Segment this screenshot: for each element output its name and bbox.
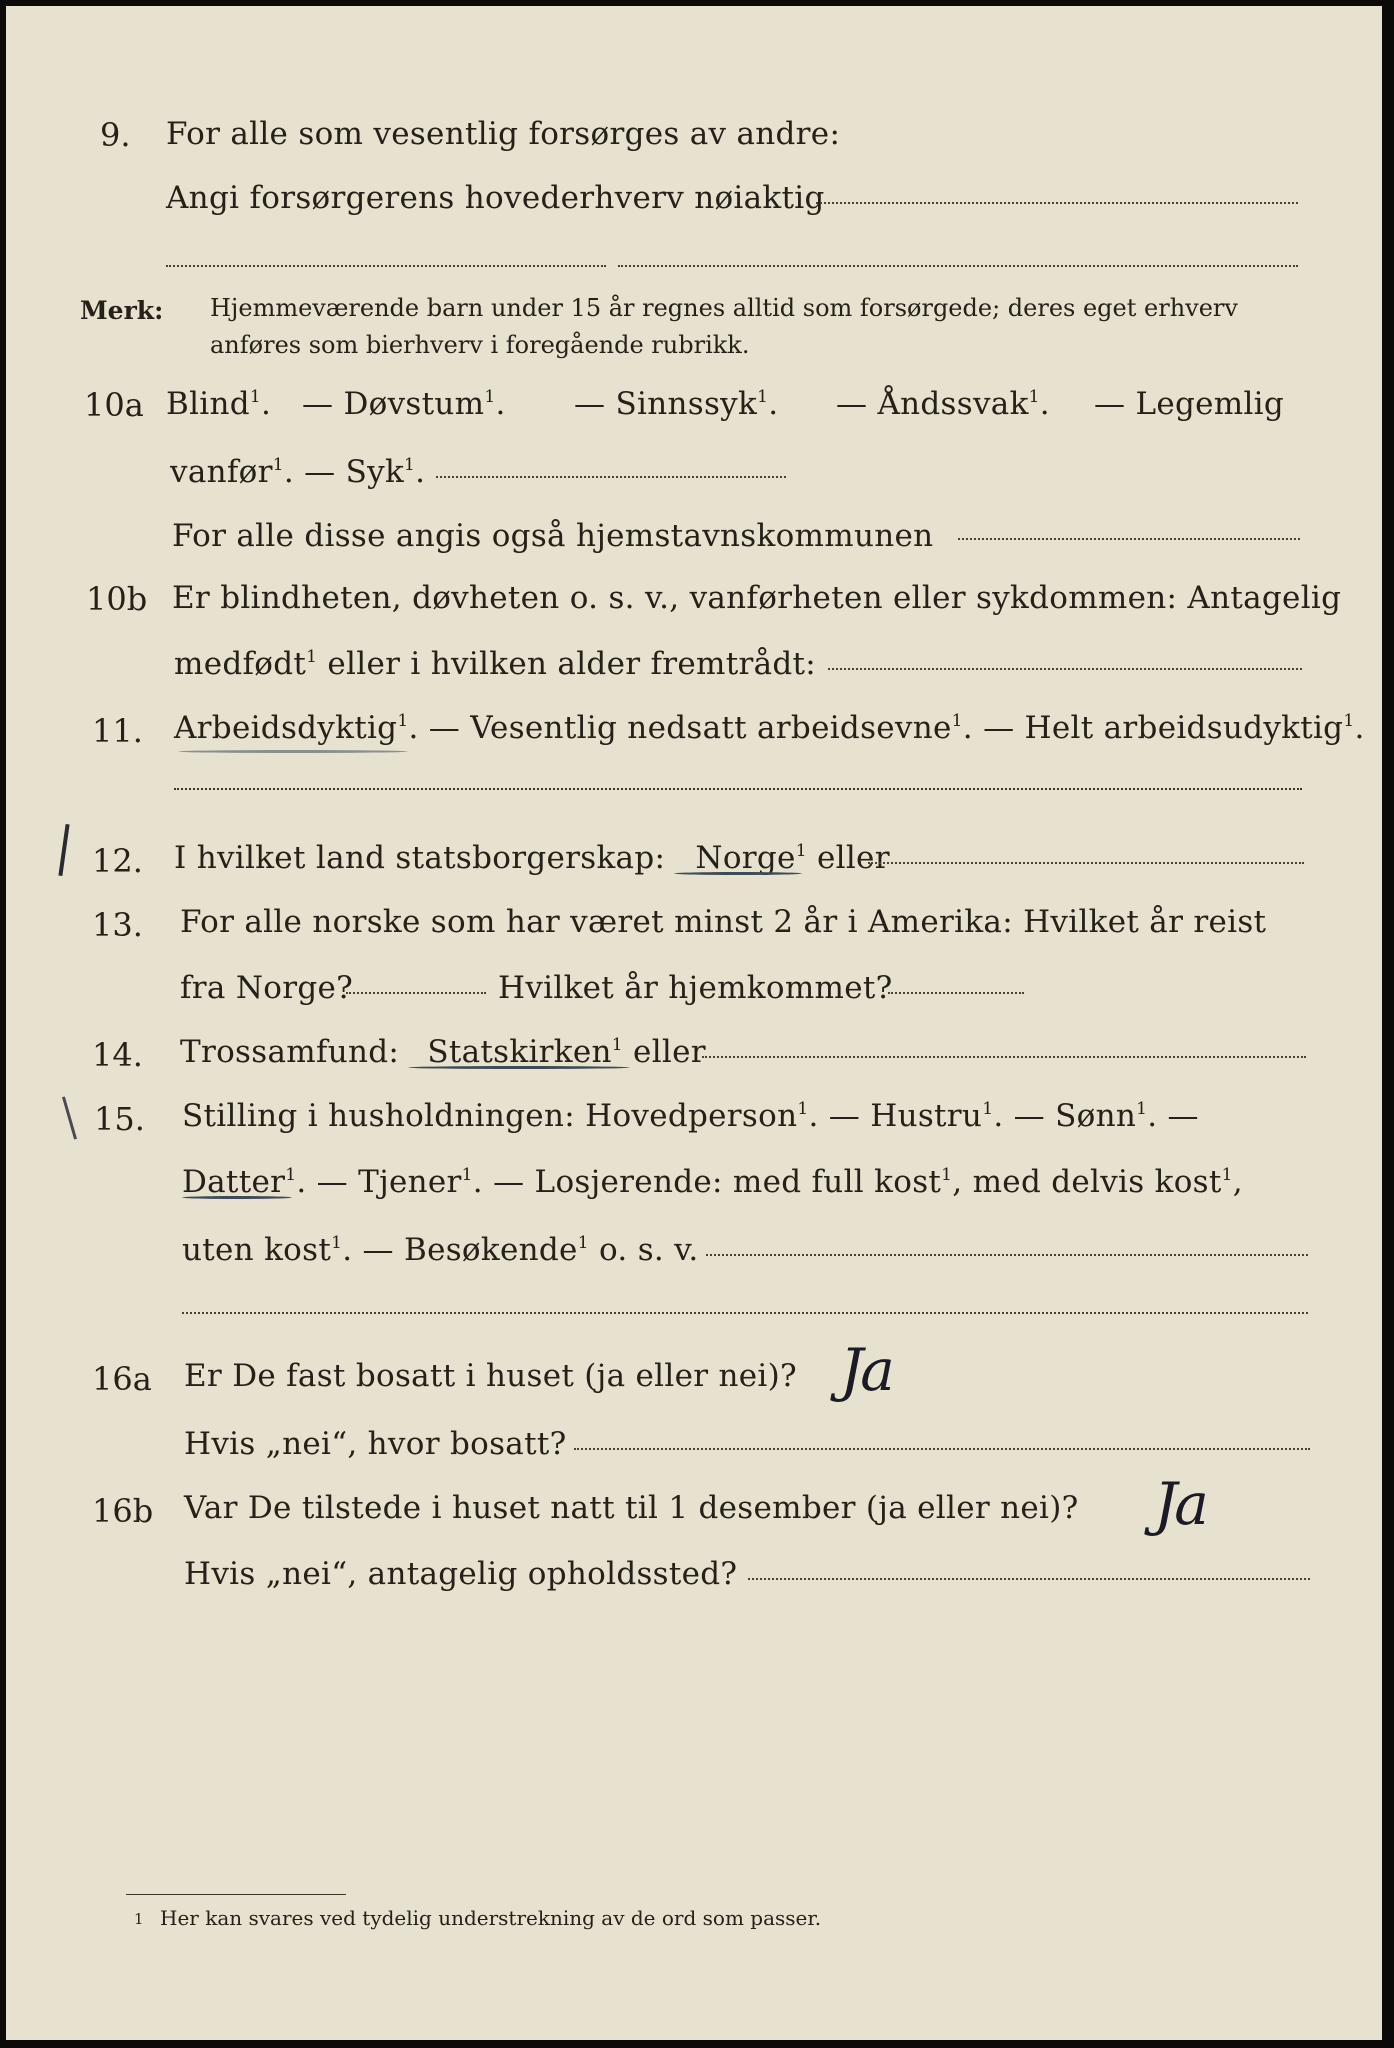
q14-line: Trossamfund: Statskirken$^1$ eller	[180, 1034, 706, 1070]
merk-line2: anføres som bierhverv i foregående rubrikk.	[210, 331, 750, 359]
q10b-answer-line	[828, 668, 1302, 670]
q10a-dovstum: — Døvstum	[302, 386, 485, 422]
q15-line3: uten kost$^1$. — Besøkende$^1$ o. s. v.	[182, 1232, 699, 1268]
q15-datter: Datter	[182, 1164, 286, 1200]
q9-number: 9.	[100, 116, 131, 154]
q16a-number: 16a	[92, 1360, 152, 1398]
q15-line1: Stilling i husholdningen: Hovedperson$^1$. — Hustru$^1$. — Sønn$^1$. —	[182, 1098, 1199, 1134]
footnote-mark: 1	[134, 1910, 144, 1928]
q10a-dovstum-wrap: — Døvstum$^1$.	[302, 386, 506, 422]
q9-answer-line	[816, 202, 1298, 204]
q10b-number: 10b	[86, 580, 148, 618]
q13-hjem: Hvilket år hjemkommet?	[498, 970, 893, 1006]
q14-label: Trossamfund:	[180, 1034, 400, 1070]
q9-answer-line-2b	[618, 265, 1298, 267]
q16b-answer-line	[748, 1578, 1310, 1580]
q12-line: I hvilket land statsborgerskap: Norge$^1$ eller	[174, 840, 890, 876]
q13-hjem-line	[888, 992, 1024, 994]
q16b-number: 16b	[92, 1492, 154, 1530]
q11-pencil-underline	[178, 750, 408, 753]
census-form-page	[6, 6, 1382, 2040]
q14-ink-underline	[408, 1066, 630, 1069]
q9-answer-line-2a	[166, 265, 606, 267]
q12-answer-line	[868, 862, 1304, 864]
q12-number: 12.	[92, 842, 143, 880]
q10b-line1: Er blindheten, døvheten o. s. v., vanførheten eller sykdommen: Antagelig	[172, 580, 1342, 616]
q13-fra-line	[346, 992, 486, 994]
q12-question: I hvilket land statsborgerskap:	[174, 840, 666, 876]
q16a-handwritten-answer: Ja	[840, 1336, 892, 1404]
q10a-andssvak: — Åndssvak	[836, 386, 1029, 422]
q15-answer-line-2	[182, 1312, 1308, 1314]
q16b-handwritten-answer: Ja	[1154, 1470, 1206, 1538]
q10a-home-line	[958, 538, 1300, 540]
footnote-text: Her kan svares ved tydelig understrekning av de ord som passer.	[160, 1906, 822, 1930]
q16a-answer-line	[574, 1448, 1310, 1450]
q10a-vanfor: vanfør	[170, 454, 273, 490]
q14-number: 14.	[92, 1036, 143, 1074]
q15-answer-line	[706, 1254, 1308, 1256]
q15-line2: Datter$^1$. — Tjener$^1$. — Losjerende: med full kost$^1$, med delvis kost$^1$,	[182, 1164, 1243, 1200]
q10a-line3: For alle disse angis også hjemstavnskommunen	[172, 518, 934, 554]
q13-line1: For alle norske som har været minst 2 år i Amerika: Hvilket år reist	[180, 904, 1267, 940]
q14-answer-line	[702, 1056, 1306, 1058]
q16a-line2: Hvis „nei“, hvor bosatt?	[184, 1426, 567, 1462]
q16b-line1: Var De tilstede i huset natt til 1 desember (ja eller nei)?	[184, 1490, 1079, 1526]
q15-ink-underline	[182, 1196, 292, 1199]
q16b-line2: Hvis „nei“, antagelig opholdssted?	[184, 1556, 738, 1592]
q16a-line1: Er De fast bosatt i huset (ja eller nei)?	[184, 1358, 797, 1394]
q13-number: 13.	[92, 906, 143, 944]
q10a-answer-line	[436, 476, 786, 478]
footnote-rule	[126, 1894, 346, 1895]
check-mark-q12	[58, 824, 69, 876]
merk-line1: Hjemmeværende barn under 15 år regnes alltid som forsørgede; deres eget erhverv	[210, 294, 1238, 322]
q10a-blind: Blind	[166, 386, 250, 422]
q10b-line2: medfødt$^1$ eller i hvilken alder fremtrådt:	[174, 646, 817, 682]
q11-answer-line	[174, 788, 1302, 790]
q12-norge: Norge	[695, 840, 796, 876]
q10a-andssvak-wrap: — Åndssvak$^1$.	[836, 386, 1050, 422]
q10a-line1: Blind$^1$.	[166, 386, 272, 422]
q10b-medfodt: medfødt	[174, 646, 307, 682]
q9-line1: For alle som vesentlig forsørges av andre:	[166, 116, 841, 152]
q9-line2: Angi forsørgerens hovederhverv nøiaktig	[166, 180, 825, 216]
q11-line: Arbeidsdyktig$^1$. — Vesentlig nedsatt arbeidsevne$^1$. — Helt arbeidsudyktig$^1$.	[174, 710, 1365, 746]
q15-number: 15.	[94, 1100, 145, 1138]
q10a-sinnssyk: — Sinnssyk	[574, 386, 758, 422]
q12-ink-underline	[674, 872, 802, 875]
q10a-number: 10a	[84, 386, 144, 424]
check-mark-q15	[62, 1096, 77, 1139]
q14-statskirken: Statskirken	[427, 1034, 612, 1070]
q10a-syk: — Syk	[304, 454, 405, 490]
q10a-legemlig: — Legemlig	[1094, 386, 1285, 422]
q10a-line2: vanfør$^1$. — Syk$^1$.	[170, 454, 426, 490]
merk-label: Merk:	[80, 296, 164, 325]
q13-fra: fra Norge?	[180, 970, 354, 1006]
q11-number: 11.	[92, 712, 143, 750]
q10a-sinnssyk-wrap: — Sinnssyk$^1$.	[574, 386, 779, 422]
q11-arbeidsdyktig: Arbeidsdyktig	[174, 710, 398, 746]
